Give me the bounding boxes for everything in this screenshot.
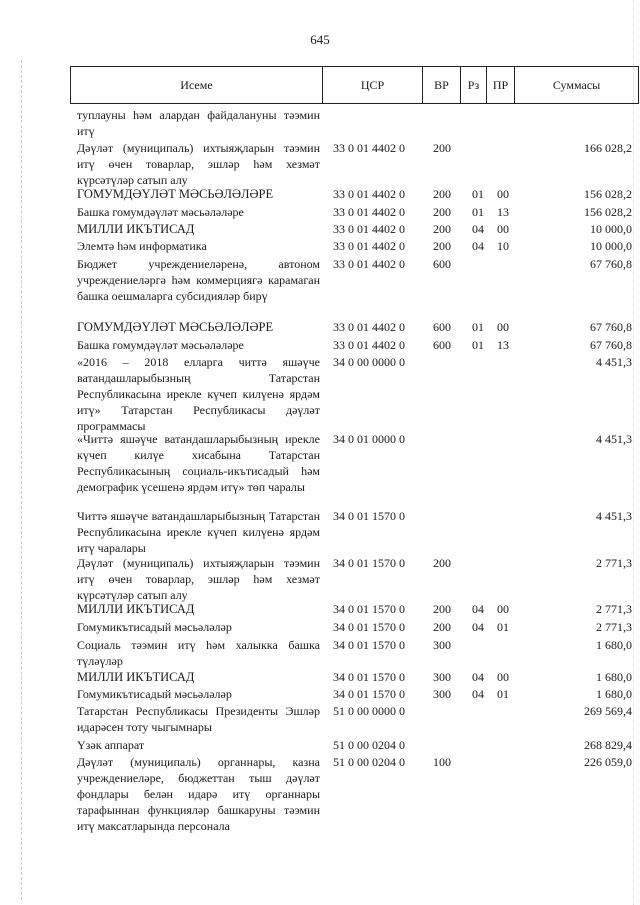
- row-sum: 4 451,3: [596, 432, 632, 446]
- row-name: МИЛЛИ ИКЪТИСАД: [77, 602, 195, 616]
- row-vr: 300: [433, 670, 451, 684]
- row-rz: 01: [472, 187, 484, 201]
- row-sum: 226 059,0: [584, 755, 632, 769]
- row-sum: 4 451,3: [596, 509, 632, 523]
- row-sum: 268 829,4: [584, 738, 632, 752]
- row-vr: 200: [433, 620, 451, 634]
- row-csr: 34 0 01 1570 0: [333, 602, 405, 616]
- row-sum: 4 451,3: [596, 355, 632, 369]
- row-sum: 10 000,0: [590, 222, 632, 236]
- page-number: 645: [310, 32, 330, 47]
- row-sum: 156 028,2: [584, 187, 632, 201]
- header-sum: Суммасы: [552, 77, 601, 92]
- row-vr: 100: [433, 755, 451, 769]
- row-pr: 13: [497, 205, 509, 219]
- row-vr: 200: [433, 602, 451, 616]
- row-name: Гомумикътисадый мәсьәләләр: [77, 687, 232, 701]
- row-pr: 00: [497, 320, 509, 334]
- row-name: ГОМУМДӘҮЛӘТ МӘСЬӘЛӘЛӘРЕ: [77, 187, 274, 201]
- row-name: «Читтә яшәүче ватандашларыбызның ирекле күчеп килүе хисабына Татарстан Республикасының социаль-икътисадый һәм демографик үсешенә ярдәм итү» төп чаралы: [77, 432, 320, 494]
- row-pr: 00: [497, 670, 509, 684]
- row-csr: 51 0 00 0204 0: [333, 738, 405, 752]
- row-name: Бюджет учреждениеләренә, автоном учреждениеләргә һәм коммерциягә карамаган башка оешмаларга субсидияләр бирү: [77, 257, 320, 303]
- row-name: Гомумикътисадый мәсьәләләр: [77, 620, 232, 634]
- row-csr: 33 0 01 4402 0: [333, 320, 405, 334]
- left-margin-line: [21, 60, 22, 900]
- row-name: Социаль тәэмин итү һәм халыкка башка түләүләр: [77, 638, 320, 668]
- row-rz: 04: [472, 620, 484, 634]
- row-name: Читтә яшәүче ватандашларыбызның Татарстан Республикасына ирекле күчеп килүенә ярдәм итү чаралары: [77, 509, 320, 555]
- row-csr: 33 0 01 4402 0: [333, 239, 405, 253]
- row-sum: 156 028,2: [584, 205, 632, 219]
- row-name: Элемтә һәм информатика: [77, 239, 207, 253]
- row-csr: 34 0 01 0000 0: [333, 432, 405, 446]
- row-sum: 2 771,3: [596, 602, 632, 616]
- row-vr: 600: [433, 320, 451, 334]
- row-sum: 2 771,3: [596, 556, 632, 570]
- row-rz: 04: [472, 222, 484, 236]
- row-name: туплауны һәм алардан файдалануны тәэмин итү: [77, 108, 320, 138]
- row-pr: 10: [497, 239, 509, 253]
- row-csr: 33 0 01 4402 0: [333, 205, 405, 219]
- row-csr: 34 0 01 1570 0: [333, 670, 405, 684]
- row-vr: 200: [433, 205, 451, 219]
- row-name: Башка гомумдәүләт мәсьәләләре: [77, 205, 244, 219]
- row-pr: 00: [497, 187, 509, 201]
- row-rz: 01: [472, 338, 484, 352]
- header-rz: Рз: [461, 67, 487, 103]
- row-pr: 00: [497, 222, 509, 236]
- table-header: [70, 66, 639, 104]
- row-sum: 67 760,8: [590, 320, 632, 334]
- row-vr: 200: [433, 556, 451, 570]
- row-sum: 67 760,8: [590, 257, 632, 271]
- header-vr: ВР: [423, 67, 461, 103]
- row-pr: 01: [497, 687, 509, 701]
- row-csr: 34 0 00 0000 0: [333, 355, 405, 369]
- row-csr: 33 0 01 4402 0: [333, 222, 405, 236]
- row-vr: 200: [433, 141, 451, 155]
- row-name: Башка гомумдәүләт мәсьәләләре: [77, 338, 244, 352]
- row-csr: 34 0 01 1570 0: [333, 620, 405, 634]
- row-name: МИЛЛИ ИКЪТИСАД: [77, 670, 195, 684]
- row-csr: 33 0 01 4402 0: [333, 141, 405, 155]
- row-csr: 34 0 01 1570 0: [333, 638, 405, 652]
- row-sum: 1 680,0: [596, 687, 632, 701]
- header-csr: ЦСР: [323, 67, 423, 103]
- row-sum: 1 680,0: [596, 670, 632, 684]
- row-name: Дәүләт (муниципаль) ихтыяҗларын тәэмин итү өчен товарлар, эшләр һәм хезмәт күрсәтүләр сатып алу: [77, 141, 320, 187]
- row-vr: 600: [433, 257, 451, 271]
- row-sum: 10 000,0: [590, 239, 632, 253]
- row-sum: 269 569,4: [584, 704, 632, 718]
- row-csr: 51 0 00 0204 0: [333, 755, 405, 769]
- right-margin-line: [633, 0, 634, 905]
- row-rz: 01: [472, 320, 484, 334]
- row-pr: 01: [497, 620, 509, 634]
- row-name: ГОМУМДӘҮЛӘТ МӘСЬӘЛӘЛӘРЕ: [77, 320, 274, 334]
- row-vr: 200: [433, 239, 451, 253]
- row-rz: 04: [472, 239, 484, 253]
- row-name: «2016 – 2018 елларга читтә яшәүче ватандашларыбызның Татарстан Республикасына ирекле күчеп килүенә ярдәм итү» Татарстан Республикасы дәүләт программасы: [77, 355, 320, 433]
- row-name: Үзәк аппарат: [77, 738, 145, 752]
- row-name: Дәүләт (муниципаль) органнары, казна учреждениеләре, бюджеттан тыш дәүләт фондлары белән идарә итү органнары тарафыннан функцияләр башкаруны тәэмин итү максатларында персонала: [77, 755, 320, 833]
- row-csr: 33 0 01 4402 0: [333, 338, 405, 352]
- row-csr: 51 0 00 0000 0: [333, 704, 405, 718]
- row-vr: 300: [433, 638, 451, 652]
- header-name: Исеме: [71, 67, 323, 103]
- row-csr: 33 0 01 4402 0: [333, 187, 405, 201]
- row-rz: 04: [472, 670, 484, 684]
- row-vr: 200: [433, 187, 451, 201]
- row-pr: 13: [497, 338, 509, 352]
- row-rz: 04: [472, 602, 484, 616]
- header-pr: ПР: [487, 67, 515, 103]
- row-vr: 200: [433, 222, 451, 236]
- row-csr: 34 0 01 1570 0: [333, 556, 405, 570]
- row-vr: 300: [433, 687, 451, 701]
- row-rz: 04: [472, 687, 484, 701]
- row-sum: 1 680,0: [596, 638, 632, 652]
- row-rz: 01: [472, 205, 484, 219]
- row-csr: 33 0 01 4402 0: [333, 257, 405, 271]
- row-vr: 600: [433, 338, 451, 352]
- row-name: Татарстан Республикасы Президенты Эшләр идарәсен тоту чыгымнары: [77, 704, 320, 734]
- row-sum: 166 028,2: [584, 141, 632, 155]
- row-name: Дәүләт (муниципаль) ихтыяҗларын тәэмин итү өчен товарлар, эшләр һәм хезмәт күрсәтүләр сатып алу: [77, 556, 320, 602]
- row-pr: 00: [497, 602, 509, 616]
- row-name: МИЛЛИ ИКЪТИСАД: [77, 222, 195, 236]
- row-sum: 67 760,8: [590, 338, 632, 352]
- row-csr: 34 0 01 1570 0: [333, 687, 405, 701]
- row-csr: 34 0 01 1570 0: [333, 509, 405, 523]
- row-sum: 2 771,3: [596, 620, 632, 634]
